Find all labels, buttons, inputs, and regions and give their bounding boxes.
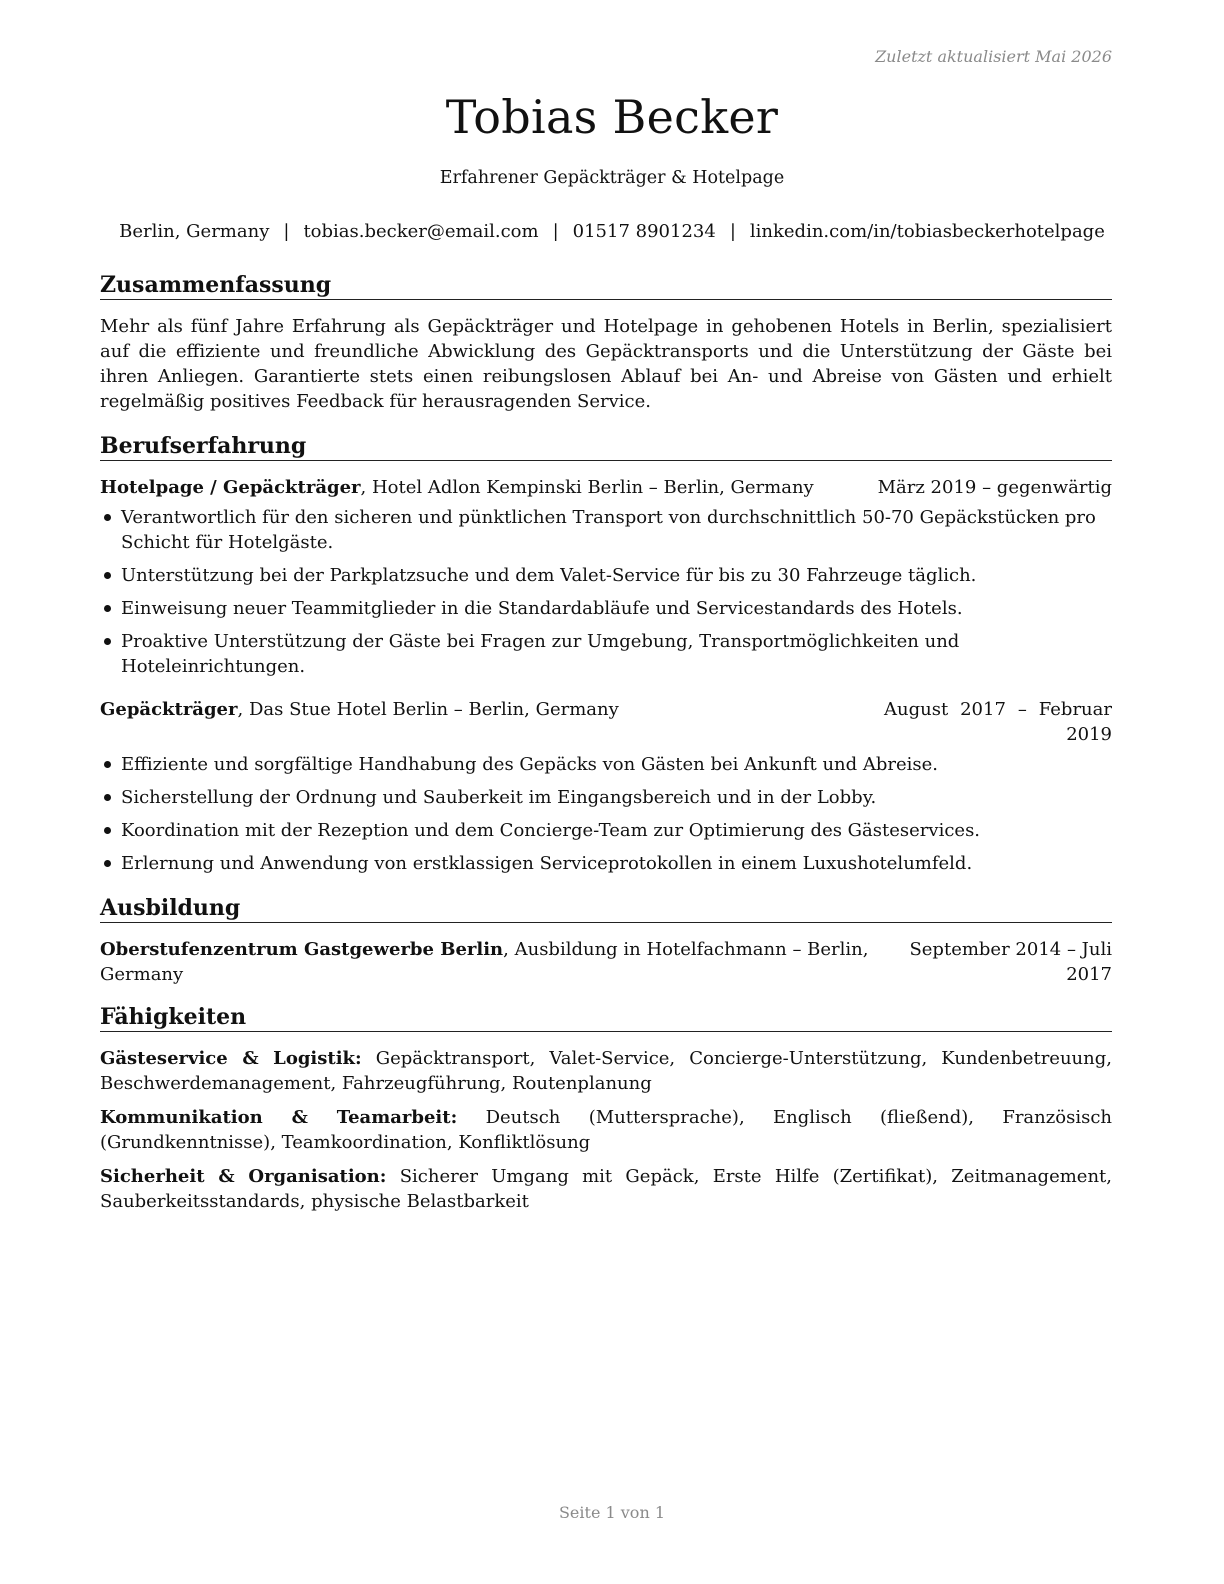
job-bullet: Verantwortlich für den sicheren und pünktlichen Transport von durchschnittlich 50-70 Gepäckstücken pro Schicht für Hotelgäste.	[100, 505, 1112, 555]
last-updated-note: Zuletzt aktualisiert Mai 2026	[875, 47, 1112, 66]
job-dates: August 2017 – Februar 2019	[884, 699, 1112, 745]
skill-group	[100, 1105, 1112, 1155]
contact-phone[interactable]: 01517 8901234	[572, 221, 716, 242]
candidate-title: Erfahrener Gepäckträger & Hotelpage	[439, 168, 785, 188]
job-bullet: Koordination mit der Rezeption und dem Concierge-Team zur Optimierung des Gästeservices.	[100, 818, 1112, 843]
education-school: Oberstufenzentrum Gastgewerbe Berlin	[100, 939, 504, 960]
skill-group-text: Deutsch (Muttersprache), Englisch (fließend), Französisch (Grundkenntnisse), Teamkoordination, Konfliktlösung	[100, 1107, 1112, 1153]
contact-location: Berlin, Germany	[119, 221, 270, 242]
job-entry	[100, 475, 1112, 679]
job-bullets	[100, 505, 1112, 679]
job-bullet: Effiziente und sorgfältige Handhabung des Gepäcks von Gästen bei Ankunft und Abreise.	[100, 752, 1112, 777]
job-employer: , Das Stue Hotel Berlin – Berlin, Germany	[237, 699, 619, 720]
skill-group-text: Gepäcktransport, Valet-Service, Concierge-Unterstützung, Kundenbetreuung, Beschwerdemanagement, Fahrzeugführung, Routenplanung	[100, 1048, 1112, 1094]
job-employer: , Hotel Adlon Kempinski Berlin – Berlin, Germany	[360, 477, 814, 498]
job-position	[100, 475, 866, 500]
section-title-education: Ausbildung	[100, 894, 1112, 923]
resume-body	[100, 271, 1112, 1223]
job-position	[100, 697, 872, 722]
job-bullet: Sicherstellung der Ordnung und Sauberkeit im Eingangsbereich und in der Lobby.	[100, 785, 1112, 810]
education-entry	[100, 937, 1112, 987]
education-dates: September 2014 – Juli 2017	[909, 939, 1112, 985]
skill-group	[100, 1164, 1112, 1214]
section-title-summary: Zusammenfassung	[100, 271, 1112, 300]
education-detail: , Ausbildung in Hotelfachmann – Berlin, Germany	[100, 939, 869, 985]
job-header	[100, 475, 1112, 500]
section-title-skills: Fähigkeiten	[100, 1003, 1112, 1032]
experience-section	[100, 432, 1112, 876]
job-dates: März 2019 – gegenwärtig	[877, 477, 1112, 498]
summary-text: Mehr als fünf Jahre Erfahrung als Gepäckträger und Hotelpage in gehobenen Hotels in Berlin, spezialisiert auf die effiziente und freundliche Abwicklung des Gepäcktransports und die Unterstützung der Gäste bei ihren Anliegen. Garantierte stets einen reibungslosen Ablauf bei An- und Abreise von Gästen und erhielt regelmäßig positives Feedback für herausragenden Service.	[100, 316, 1112, 412]
contact-separator: |	[283, 221, 290, 242]
section-title-experience: Berufserfahrung	[100, 432, 1112, 461]
job-bullets	[100, 752, 1112, 876]
job-bullet: Erlernung und Anwendung von erstklassigen Serviceprotokollen in einem Luxushotelumfeld.	[100, 851, 1112, 876]
skill-group	[100, 1046, 1112, 1096]
summary-section	[100, 271, 1112, 414]
job-role: Gepäckträger	[100, 699, 238, 720]
contact-line	[0, 219, 1224, 244]
skills-section	[100, 1003, 1112, 1214]
education-institution	[100, 937, 874, 987]
skill-group-text: Sicherer Umgang mit Gepäck, Erste Hilfe (Zertifikat), Zeitmanagement, Sauberkeitsstandards, physische Belastbarkeit	[100, 1166, 1113, 1212]
job-bullet: Unterstützung bei der Parkplatzsuche und dem Valet-Service für bis zu 30 Fahrzeuge täglich.	[100, 563, 1112, 588]
contact-separator: |	[729, 221, 736, 242]
job-header	[100, 697, 1112, 747]
contact-linkedin[interactable]: linkedin.com/in/tobiasbeckerhotelpage	[749, 221, 1105, 242]
job-role: Hotelpage / Gepäckträger	[100, 477, 361, 498]
skill-group-label: Sicherheit & Organisation:	[100, 1166, 387, 1187]
skill-group-label: Kommunikation & Teamarbeit:	[100, 1107, 458, 1128]
job-entry	[100, 697, 1112, 876]
contact-separator: |	[552, 221, 559, 242]
education-section	[100, 894, 1112, 987]
job-bullet: Proaktive Unterstützung der Gäste bei Fragen zur Umgebung, Transportmöglichkeiten und Hoteleinrichtungen.	[100, 629, 1112, 679]
job-bullet: Einweisung neuer Teammitglieder in die Standardabläufe und Servicestandards des Hotels.	[100, 596, 1112, 621]
page-number: Seite 1 von 1	[558, 1503, 666, 1522]
candidate-name: Tobias Becker	[445, 90, 779, 144]
contact-email[interactable]: tobias.becker@email.com	[303, 221, 539, 242]
skill-group-label: Gästeservice & Logistik:	[100, 1048, 362, 1069]
